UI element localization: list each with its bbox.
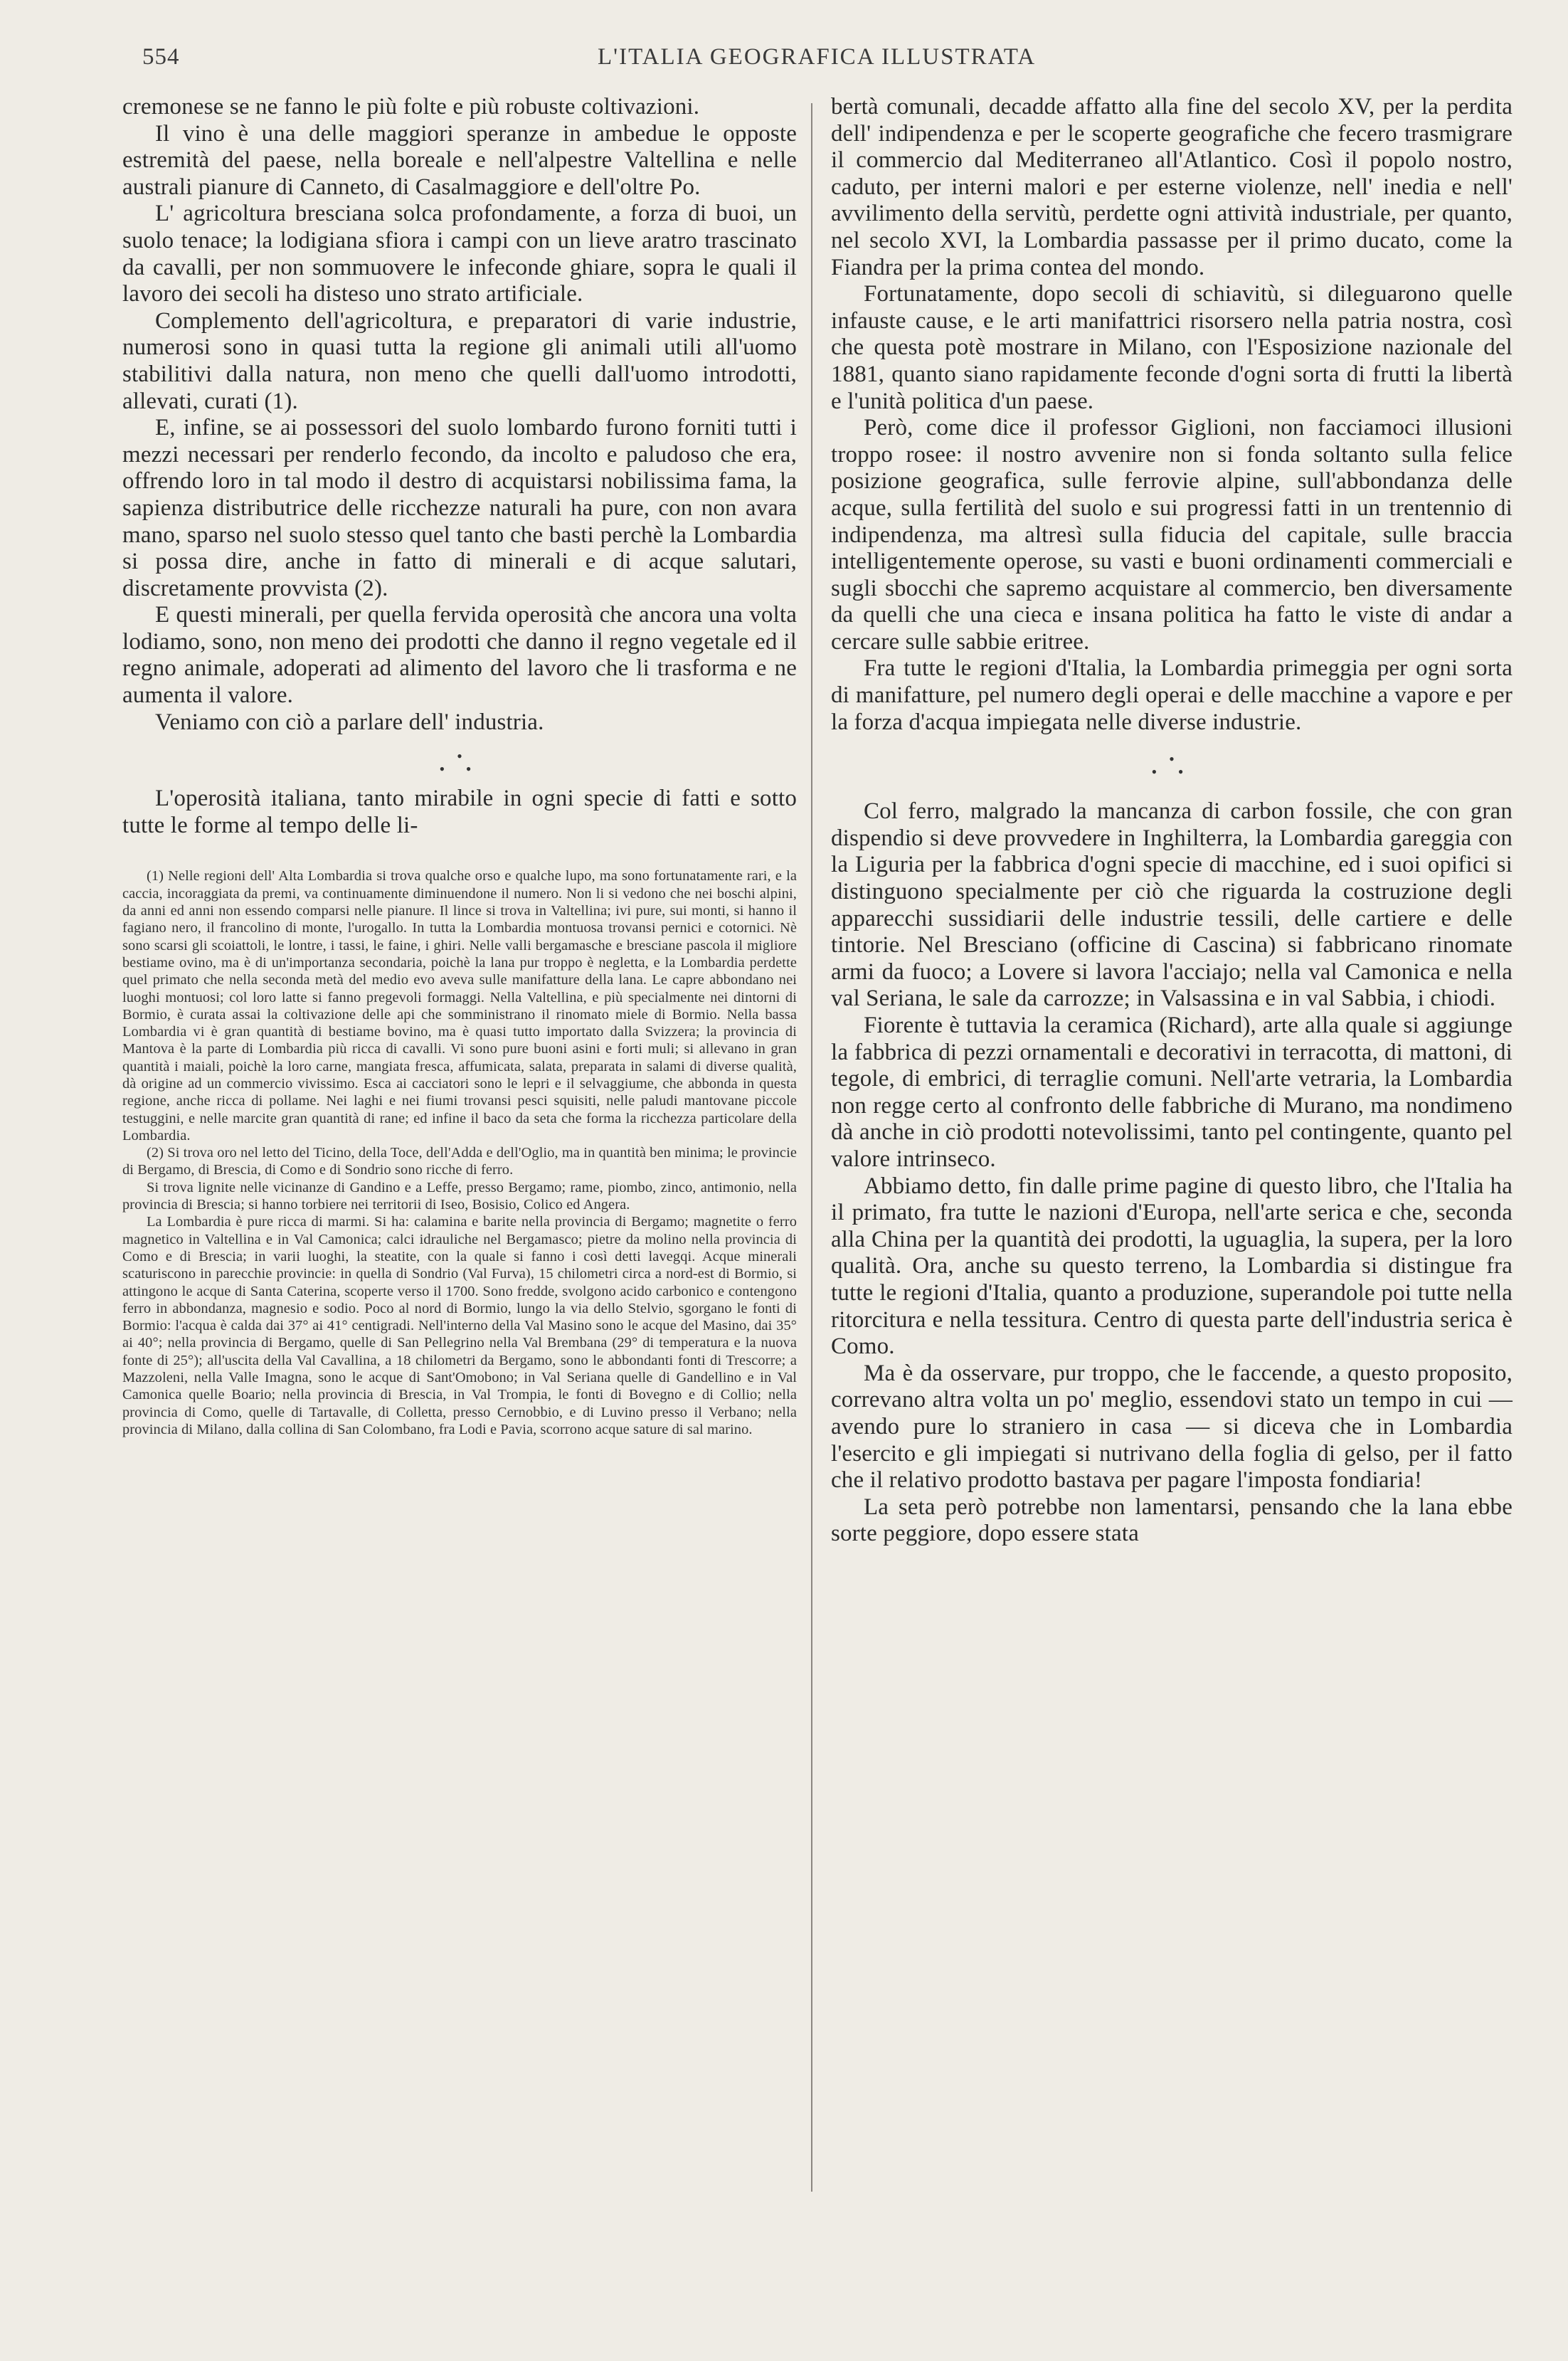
section-break [831, 750, 1513, 781]
paragraph: Abbiamo detto, fin dalle prime pagine di questo libro, che l'Italia ha il primato, fra tutte le nazioni d'Europa, nell'arte serica e che, seconda alla China per la quantità dei prodotti, la uguaglia, la supera, per la loro qualità. Ora, anche su questo terreno, la Lombardia si distingue fra tutte le regioni d'Italia, quanto a produzione, superandole poi tutte nella ritorcitura e nella tessitura. Centro di questa parte dell'industria serica è Como. [831, 1173, 1513, 1360]
left-column [122, 94, 797, 1438]
paragraph: Complemento dell'agricoltura, e preparatori di varie industrie, numerosi sono in quasi tutta la regione gli animali utili all'uomo stabilitivi dalla natura, non meno che quelli dall'uomo introdotti, allevati, curati (1). [122, 307, 797, 414]
paragraph: Fra tutte le regioni d'Italia, la Lombardia primeggia per ogni sorta di manifatture, pel numero degli operai e delle macchine a vapore e per la forza d'acqua impiegata nelle diverse industrie. [831, 655, 1513, 735]
paragraph: Ma è da osservare, pur troppo, che le faccende, a questo proposito, correvano altra volta un po' meglio, essendovi stato un tempo in cui — avendo pure lo straniero in casa — si diceva che in Lombardia l'esercito e gli impiegati si nutrivano della foglia di gelso, per il fatto che il relativo prodotto bastava per pagare l'imposta fondiaria! [831, 1360, 1513, 1494]
asterism-top: • [457, 747, 462, 766]
paragraph: L'operosità italiana, tanto mirabile in ogni specie di fatti e sotto tutte le forme al tempo delle li- [122, 786, 797, 838]
paragraph: cremonese se ne fanno le più folte e più robuste coltivazioni. [122, 94, 700, 120]
page-number: 554 [142, 44, 180, 70]
paragraph: Però, come dice il professor Giglioni, non facciamoci illusioni troppo rosee: il nostro avvenire non si fonda soltanto sulla felice posizione geografica, sulle ferrovie alpine, sull'abbondanza delle acque, sulla fertilità del suolo e sui progressi fatti in un trentennio di indipendenza, ma altresì sulla fiducia del capitale, sulle braccia intelligentemente operose, su vasti e buoni ordinamenti commerciali e sugli sbocchi che sapremo acquistare al commercio, ben diversamente da quelli che una cieca e insana politica ha fatto le viste di andar a cercare sulle sabbie eritree. [831, 415, 1513, 655]
paragraph: bertà comunali, decadde affatto alla fine del secolo XV, per la perdita dell' indipendenza e per le scoperte geografiche che fecero trasmigrare il commercio dal Mediterraneo all'Atlantico. Così il popolo nostro, caduto, per interni malori e per esterne violenze, nell' inedia e nell' avvilimento della servitù, perdette ogni attività industriale, per quanto, nel secolo XVI, la Lombardia passasse per il primo ducato, come la Fiandra per la prima contea del mondo. [831, 94, 1513, 280]
paragraph: E, infine, se ai possessori del suolo lombardo furono forniti tutti i mezzi necessari per renderlo fecondo, da incolto e paludoso che era, offrendo loro in tal modo il destro di acquistarsi nobilissima fama, la sapienza distributrice delle ricchezze naturali ha pure, con non avara mano, sparso nel suolo stesso quel tanto che basti perchè la Lombardia si possa dire, anche in fatto di minerali e di acque salutari, discretamente provvista (2). [122, 415, 797, 601]
asterism-bottom: • • [1151, 763, 1192, 781]
right-column [831, 94, 1513, 1548]
section-break [122, 747, 797, 778]
paragraph: Veniamo con ciò a parlare dell' industria. [155, 709, 544, 735]
paragraph: Col ferro, malgrado la mancanza di carbon fossile, che con gran dispendio si deve provvedere in Inghilterra, la Lombardia gareggia con la Liguria per la fabbrica d'ogni specie di macchine, ed i suoi opifici si distinguono specialmente per ciò che riguarda la costruzione degli apparecchi sussidiarii delle industrie tessili, delle cartiere e delle tintorie. Nel Bresciano (officine di Cascina) si fabbricano rinomate armi da fuoco; a Lovere si lavora l'acciajo; nella val Camonica e nella val Seriana, le sale da carrozze; in Valsassina e in val Sabbia, i chiodi. [831, 798, 1513, 1012]
paragraph: Il vino è una delle maggiori speranze in ambedue le opposte estremità del paese, nella boreale e nell'alpestre Valtellina e nelle australi pianure di Canneto, di Casalmaggiore e dell'oltre Po. [122, 120, 797, 200]
paragraph: L' agricoltura bresciana solca profondamente, a forza di buoi, un suolo tenace; la lodigiana sfiora i campi con un lieve aratro trascinato da cavalli, per non sommuovere le infeconde ghiare, sopra le quali il lavoro dei secoli ha disteso uno strato artificiale. [122, 201, 797, 307]
footnote: La Lombardia è pure ricca di marmi. Si ha: calamina e barite nella provincia di Bergamo; magnetite o ferro magnetico in Valtellina e in Val Camonica; calci idrauliche nel Bergamasco; pietre da molino nella provincia di Como e di Brescia; in varii luoghi, la steatite, con la quale si fanno i così detti lavegqi. Acque minerali scaturiscono in parecchie provincie: in quella di Sondrio (Val Furva), 15 chilometri circa a nord-est di Bormio, si attingono le acque di Santa Caterina, scoperte verso il 1700. Sono fredde, svolgono acido carbonico e contengono ferro in abbondanza, magnesio e sodio. Poco al nord di Bormio, lungo la via dello Stelvio, sgorgano le fonti di Bormio: l'acqua è calda dai 37° ai 41° centigradi. Nell'interno della Val Masino sono le acque del Masino, dai 35° ai 40°; nella provincia di Bergamo, quelle di San Pellegrino nella Val Brembana (29° di temperatura e la nuova fonte di 25°); all'uscita della Val Cavallina, a 18 chilometri da Bergamo, sono le abbondanti fonti di Trescorre; a Mazzoleni, nella Valle Imagna, sono le acque di Sant'Omobono; in Val Seriana quelle di Gandellino e in Val Camonica quelle Boario; nella provincia di Brescia, in Val Trompia, le fonti di Bovegno e di Collio; nella provincia di Como, quelle di Tartavalle, di Colletta, presso Cernobbio, e di Luvino presso il Verbano; nella provincia di Milano, dalla collina di San Colombano, fra Lodi e Pavia, scorrono acque sature di sal marino. [122, 1214, 797, 1437]
footnote: (2) Si trova oro nel letto del Ticino, della Toce, dell'Adda e dell'Oglio, ma in quantità ben minima; le provincie di Bergamo, di Brescia, di Como e di Sondrio sono ricche di ferro. [122, 1145, 797, 1178]
paragraph: Fortunatamente, dopo secoli di schiavitù, si dileguarono quelle infauste cause, e le arti manifattrici risorsero nella patria nostra, così che questa potè mostrare in Milano, con l'Esposizione nazionale del 1881, quanto siano rapidamente feconde d'ogni sorta di frutti la libertà e l'unità politica d'un paese. [831, 281, 1513, 414]
paragraph: La seta però potrebbe non lamentarsi, pensando che la lana ebbe sorte peggiore, dopo essere stata [831, 1494, 1513, 1547]
running-title: L'ITALIA GEOGRAFICA ILLUSTRATA [598, 44, 1037, 70]
asterism-top: • [1169, 750, 1175, 768]
running-header [142, 44, 1480, 80]
column-divider [811, 103, 812, 2192]
footnote: (1) Nelle regioni dell' Alta Lombardia si trova qualche orso e qualche lupo, ma sono fortunatamente rari, e la caccia, incoraggiata da premi, va continuamente diminuendone il numero. Non li si vedono che nei boschi alpini, da anni ed anni non essendo comparsi nelle pianure. Il lince si trova in Valtellina; ivi pure, sui monti, si hanno il fagiano nero, il francolino di monte, l'urogallo. In tutta la Lombardia montuosa trovansi pernici e cotornici. Nè sono scarsi gli scoiattoli, le lontre, i tassi, le faine, i ghiri. Nelle valli bergamasche e bresciane pascola il migliore bestiame ovino, ma è di un'importanza secondaria, poichè la lana pur troppo è negletta, e la Lombardia perdette quel primato che nella seconda metà del medio evo aveva sulle manifatture della lana. Le capre abbondano nei luoghi montuosi; col loro latte si fanno pregevoli formaggi. Nella Valtellina, e più specialmente nei dintorni di Bormio, è curata assai la coltivazione delle api che somministrano il rinomato miele di Bormio. Nella bassa Lombardia vi è gran quantità di bestiame bovino, ma è quasi tutto importato dalla Svizzera; la provincia di Mantova è la parte di Lombardia più ricca di cavalli. Vi sono pure buoni asini e forti muli; si allevano in gran quantità i maiali, poichè la loro carne, mangiata fresca, affumicata, salata, preparata in salami di diverse qualità, dà origine ad un commercio vivissimo. Esca ai cacciatori sono le lepri e il selvaggiume, che abbonda in questa regione, anche ricca di pollame. Nei laghi e nei fiumi trovansi pesci squisiti, nelle paludi mantovane piccole testuggini, e nelle marcite gran quantità di rane; ed infine il baco da seta che forma la ricchezza particolare della Lombardia. [122, 868, 797, 1143]
asterism-bottom: • • [439, 760, 480, 778]
paragraph: Fiorente è tuttavia la ceramica (Richard), arte alla quale si aggiunge la fabbrica di pezzi ornamentali e decorativi in terracotta, di mattoni, di tegole, di embrici, di terraglie comuni. Nell'arte vetraria, la Lombardia non regge certo al confronto delle fabbriche di Murano, ma nondimeno dà anche in ciò prodotti notevolissimi, tanto pel contingente, quanto pel valore intrinseco. [831, 1013, 1513, 1172]
footnote: Si trova lignite nelle vicinanze di Gandino e a Leffe, presso Bergamo; rame, piombo, zinco, antimonio, nella provincia di Brescia; si hanno torbiere nei territorii di Iseo, Bosisio, Colico ed Angera. [122, 1179, 797, 1213]
footnotes [122, 867, 797, 1438]
paragraph: E questi minerali, per quella fervida operosità che ancora una volta lodiamo, sono, non meno dei prodotti che danno il regno vegetale ed il regno animale, adoperati ad alimento del lavoro che li trasforma e ne aumenta il valore. [122, 602, 797, 709]
